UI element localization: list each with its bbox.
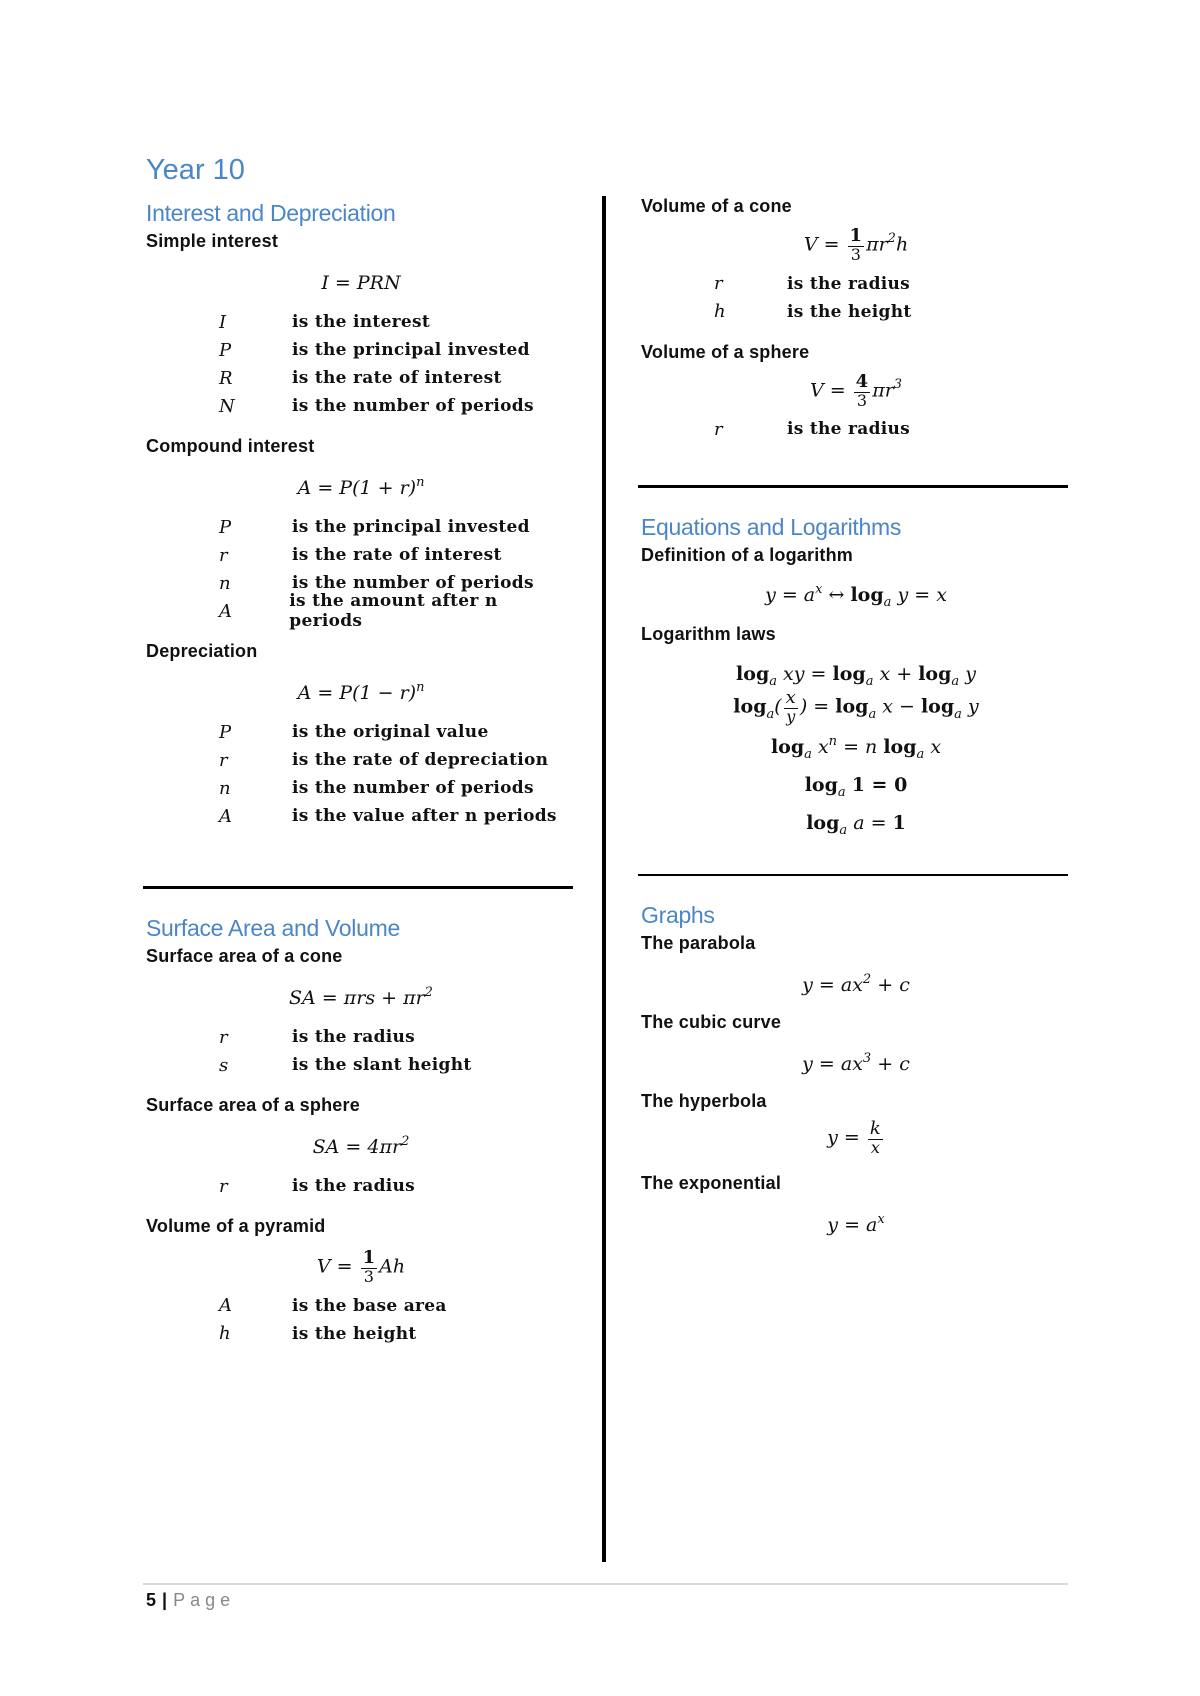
variable-symbol: r bbox=[219, 1026, 228, 1048]
variable-symbol: r bbox=[219, 544, 228, 566]
cone-vol-exponent: 2 bbox=[887, 231, 896, 247]
section-title-interest: Interest and Depreciation bbox=[146, 200, 396, 226]
log-word: log bbox=[770, 736, 805, 759]
parabola-a: y = ax bbox=[802, 974, 863, 997]
exponential-label: The exponential bbox=[641, 1172, 782, 1193]
cone-volume-label: Volume of a cone bbox=[641, 196, 792, 216]
variable-symbol: n bbox=[219, 572, 231, 594]
log-definition-formula: $y = a^x$ ↔ $\log_a y = x$ bbox=[765, 582, 947, 611]
variable-row bbox=[146, 774, 566, 802]
variable-row bbox=[146, 591, 566, 631]
variable-description: is the interest bbox=[292, 312, 431, 332]
simple-interest-variables bbox=[146, 308, 566, 420]
page-word: Page bbox=[173, 1590, 236, 1610]
compound-interest-formula bbox=[146, 477, 576, 499]
variable-description: is the rate of interest bbox=[292, 368, 502, 388]
cone-vol-fraction-denominator: 3 bbox=[850, 244, 861, 264]
footer-separator: | bbox=[162, 1590, 168, 1610]
sphere-sa-formula-base: SA = 4πr bbox=[312, 1136, 402, 1158]
compound-interest-label: Compound interest bbox=[146, 436, 315, 456]
depreciation-formula-base: A = P(1 − r) bbox=[297, 682, 417, 704]
log-base: a bbox=[868, 706, 877, 722]
variable-symbol: R bbox=[219, 367, 233, 389]
log-base: a bbox=[954, 706, 962, 722]
hyperbola-formula bbox=[641, 1120, 1071, 1157]
parabola-label: The parabola bbox=[641, 933, 756, 954]
variable-description: is the slant height bbox=[292, 1055, 472, 1075]
log-base: a bbox=[839, 823, 848, 839]
parabola-exponent: 2 bbox=[862, 972, 872, 988]
hyperbola-numerator: k bbox=[869, 1118, 881, 1140]
section-divider bbox=[143, 886, 573, 889]
pyramid-volume-variables bbox=[146, 1292, 566, 1348]
variable-row bbox=[146, 802, 566, 830]
variable-description: is the height bbox=[787, 301, 912, 322]
pyramid-rhs: Ah bbox=[379, 1255, 406, 1278]
hyperbola-denominator: x bbox=[870, 1137, 880, 1157]
variable-description: is the number of periods bbox=[292, 573, 534, 593]
section-title-graphs: Graphs bbox=[641, 902, 715, 929]
variable-row bbox=[641, 270, 1065, 298]
simple-interest-formula: I = PRN bbox=[321, 272, 401, 294]
log-word: log bbox=[733, 695, 767, 718]
variable-symbol: h bbox=[714, 301, 726, 323]
variable-symbol: r bbox=[219, 749, 228, 771]
sphere-volume-variables bbox=[641, 415, 1065, 443]
pyramid-fraction bbox=[361, 1249, 378, 1286]
pyramid-volume-formula bbox=[146, 1249, 576, 1286]
variable-description: is the principal invested bbox=[292, 340, 530, 360]
pyramid-volume-label: Volume of a pyramid bbox=[146, 1216, 326, 1236]
variable-description: is the radius bbox=[787, 273, 911, 294]
log-base: a bbox=[837, 785, 846, 801]
left-column bbox=[146, 200, 566, 1348]
log-base: a bbox=[883, 595, 892, 611]
variable-symbol: A bbox=[219, 805, 232, 827]
hyperbola-fraction bbox=[868, 1120, 883, 1157]
variable-description: is the radius bbox=[292, 1176, 416, 1196]
variable-description: is the value after n periods bbox=[292, 806, 557, 826]
cone-surface-area-formula bbox=[146, 987, 576, 1009]
variable-symbol: A bbox=[219, 600, 232, 622]
page-footer bbox=[146, 1590, 235, 1611]
log-word: log bbox=[832, 663, 866, 686]
variable-row bbox=[146, 1172, 566, 1200]
sphere-surface-area-variables bbox=[146, 1172, 566, 1200]
variable-description: is the height bbox=[292, 1323, 417, 1344]
variable-row bbox=[641, 298, 1065, 326]
cone-volume-formula bbox=[641, 227, 1071, 264]
sphere-vol-fraction-denominator: 3 bbox=[856, 390, 868, 410]
log-base: a bbox=[766, 706, 775, 722]
log-base: a bbox=[804, 747, 812, 763]
cone-volume-variables bbox=[641, 270, 1065, 326]
log-base: a bbox=[769, 674, 777, 690]
log-law-quotient: $\log_a$( $\frac{x}{y}$ ) = $\log_a x - \log_a y$ bbox=[733, 687, 979, 727]
parabola-formula bbox=[641, 974, 1071, 996]
log-word: log bbox=[883, 736, 917, 759]
log-word: log bbox=[920, 695, 955, 718]
sphere-vol-fraction-numerator: 4 bbox=[855, 370, 869, 392]
log-word: log bbox=[835, 695, 869, 718]
variable-row bbox=[146, 1292, 566, 1320]
depreciation-label: Depreciation bbox=[146, 641, 258, 661]
variable-symbol: I bbox=[219, 311, 227, 333]
variable-description: is the number of periods bbox=[292, 396, 534, 416]
quotient-numerator: x bbox=[785, 687, 796, 709]
section-divider bbox=[638, 874, 1068, 876]
section-title-surface-area: Surface Area and Volume bbox=[146, 915, 400, 941]
depreciation-formula-exponent: n bbox=[416, 680, 425, 695]
variable-description: is the rate of depreciation bbox=[292, 750, 549, 770]
sphere-vol-fraction bbox=[854, 370, 871, 410]
variable-symbol: s bbox=[219, 1054, 229, 1076]
cone-vol-rhs-b: h bbox=[895, 233, 909, 256]
cubic-b: + c bbox=[871, 1053, 910, 1076]
variable-symbol: N bbox=[219, 395, 235, 417]
exponential-exponent: x bbox=[877, 1211, 885, 1227]
variable-description: is the rate of interest bbox=[292, 545, 502, 565]
cone-sa-formula-base: SA = πrs + πr bbox=[289, 987, 425, 1009]
log-law-base: $\log_a a = 1$ bbox=[806, 812, 906, 839]
log-base: a bbox=[916, 747, 925, 763]
depreciation-variables bbox=[146, 718, 566, 830]
hyperbola-label: The hyperbola bbox=[641, 1091, 767, 1112]
exponent: n bbox=[828, 734, 838, 750]
depreciation-formula bbox=[146, 682, 576, 704]
variable-description: is the principal invested bbox=[292, 517, 530, 537]
compound-interest-variables bbox=[146, 513, 566, 631]
cone-vol-rhs-a: πr bbox=[866, 233, 888, 256]
simple-interest-label: Simple interest bbox=[146, 231, 279, 251]
log-law-power: $\log_a x^n = n$ $\log_a x$ bbox=[770, 734, 942, 763]
variable-row bbox=[146, 364, 566, 392]
log-base: a bbox=[951, 674, 960, 690]
log-definition-label: Definition of a logarithm bbox=[641, 545, 853, 566]
variable-row bbox=[146, 541, 566, 569]
variable-description: is the amount after n periods bbox=[289, 591, 498, 631]
log-word: log bbox=[736, 663, 770, 686]
page-title: Year 10 bbox=[146, 154, 245, 186]
quotient-denominator: y bbox=[786, 707, 796, 727]
sphere-surface-area-formula bbox=[146, 1136, 576, 1158]
variable-symbol: A bbox=[219, 1295, 232, 1317]
quotient-fraction bbox=[784, 689, 798, 726]
log-word: log bbox=[804, 774, 838, 797]
variable-symbol: P bbox=[219, 516, 232, 538]
sphere-sa-formula-exponent: 2 bbox=[401, 1134, 410, 1149]
log-word: log bbox=[806, 812, 840, 835]
log-law-product: $\log_a$ xy = $\log_a x + \log_a y$ bbox=[736, 663, 976, 690]
section-title-logarithms: Equations and Logarithms bbox=[641, 514, 902, 541]
variable-symbol: h bbox=[219, 1323, 231, 1345]
sphere-vol-lhs: V = bbox=[809, 379, 846, 402]
variable-row bbox=[146, 718, 566, 746]
variable-symbol: P bbox=[219, 721, 232, 743]
log-law-one: $\log_a 1 = 0$ bbox=[804, 774, 908, 801]
variable-symbol: P bbox=[219, 339, 232, 361]
page-number: 5 bbox=[146, 1590, 157, 1610]
cone-surface-area-variables bbox=[146, 1023, 566, 1079]
sphere-volume-formula bbox=[641, 370, 1071, 410]
pyramid-fraction-denominator: 3 bbox=[363, 1266, 374, 1286]
variable-symbol: r bbox=[714, 273, 723, 295]
column-divider bbox=[602, 196, 606, 1562]
sphere-vol-exponent: 3 bbox=[893, 377, 903, 393]
compound-formula-exponent: n bbox=[416, 475, 425, 490]
footer-rule bbox=[143, 1583, 1068, 1585]
variable-row bbox=[146, 513, 566, 541]
log-word: log bbox=[918, 663, 952, 686]
sphere-vol-rhs-a: πr bbox=[872, 379, 894, 402]
cone-vol-fraction-numerator: 1 bbox=[849, 225, 863, 246]
pyramid-lhs: V = bbox=[316, 1255, 353, 1278]
variable-symbol: r bbox=[714, 418, 723, 440]
exponent: x bbox=[815, 582, 823, 598]
variable-description: is the original value bbox=[292, 722, 489, 742]
variable-description: is the radius bbox=[787, 419, 911, 440]
variable-row bbox=[146, 308, 566, 336]
variable-row bbox=[146, 1320, 566, 1348]
compound-formula-base: A = P(1 + r) bbox=[297, 477, 417, 499]
variable-row bbox=[146, 1023, 566, 1051]
log-base: a bbox=[865, 674, 874, 690]
variable-row bbox=[146, 746, 566, 774]
variable-symbol: r bbox=[219, 1175, 228, 1197]
variable-row bbox=[641, 415, 1065, 443]
variable-description: is the number of periods bbox=[292, 778, 534, 798]
variable-description: is the base area bbox=[292, 1295, 447, 1316]
sphere-surface-area-label: Surface area of a sphere bbox=[146, 1095, 360, 1115]
log-laws-label: Logarithm laws bbox=[641, 624, 776, 645]
cone-vol-lhs: V = bbox=[803, 233, 840, 256]
right-column bbox=[641, 196, 1065, 1236]
variable-symbol: n bbox=[219, 777, 231, 799]
sphere-volume-label: Volume of a sphere bbox=[641, 341, 810, 362]
log-word: log bbox=[850, 584, 884, 607]
section-divider bbox=[638, 485, 1068, 488]
variable-row bbox=[146, 1051, 566, 1079]
hyperbola-lhs: y = bbox=[827, 1126, 860, 1149]
variable-description: is the radius bbox=[292, 1027, 416, 1047]
cubic-a: y = ax bbox=[802, 1053, 863, 1076]
cone-sa-formula-exponent: 2 bbox=[424, 985, 433, 1000]
parabola-b: + c bbox=[871, 974, 910, 997]
exponential-a: y = a bbox=[827, 1213, 878, 1236]
cubic-formula bbox=[641, 1053, 1071, 1075]
cone-surface-area-label: Surface area of a cone bbox=[146, 946, 343, 966]
pyramid-fraction-numerator: 1 bbox=[362, 1247, 376, 1268]
cubic-exponent: 3 bbox=[862, 1051, 872, 1067]
cone-vol-fraction bbox=[848, 227, 865, 264]
cubic-label: The cubic curve bbox=[641, 1012, 782, 1033]
variable-row bbox=[146, 336, 566, 364]
exponential-formula bbox=[641, 1211, 1071, 1236]
variable-row bbox=[146, 392, 566, 420]
